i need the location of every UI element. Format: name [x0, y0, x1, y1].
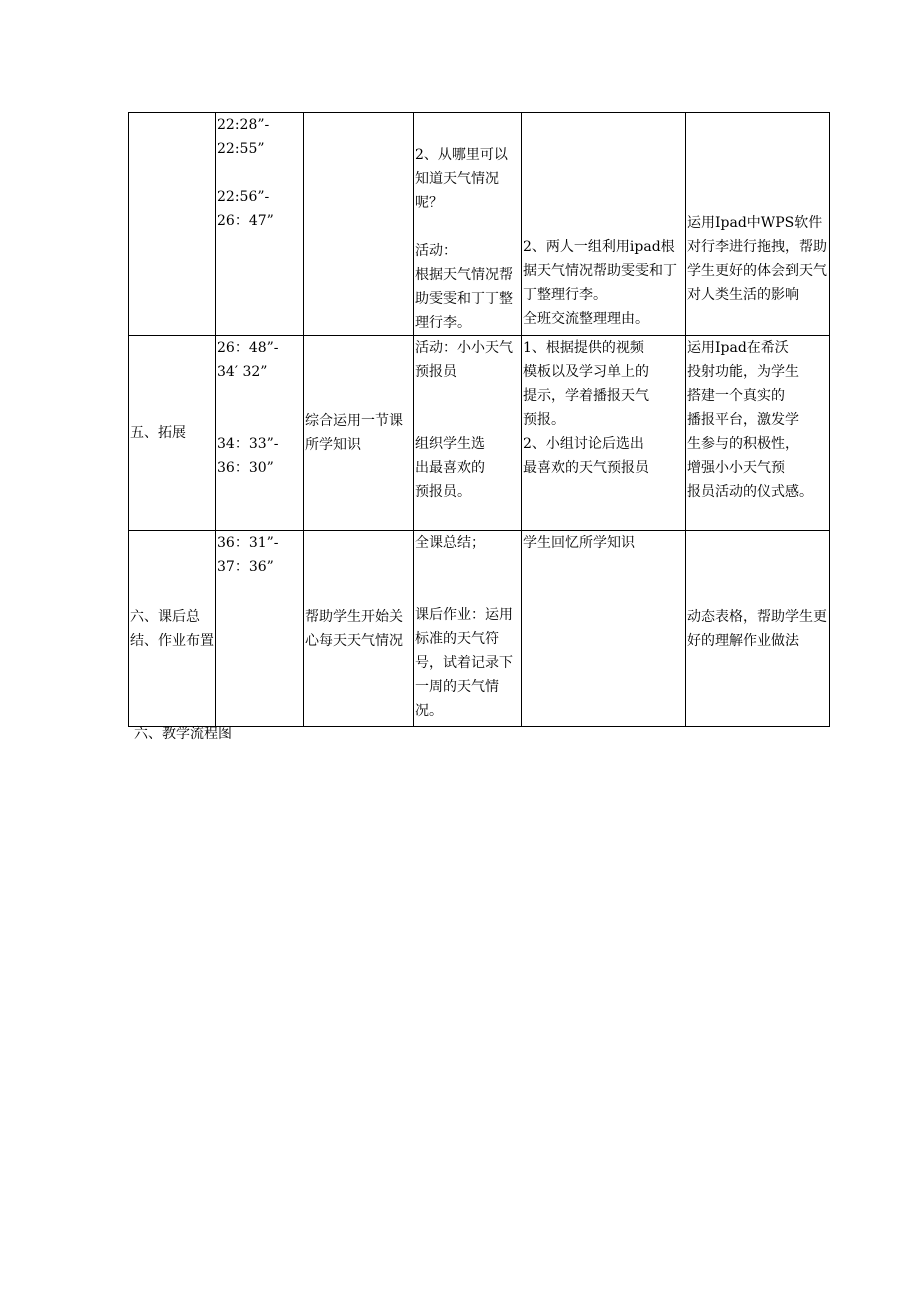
intent-cell	[304, 113, 414, 336]
teacher-activity: 全课总结；	[415, 535, 485, 551]
spacer	[415, 215, 520, 239]
stage-label: 五、拓展	[130, 425, 186, 441]
time-cell	[216, 531, 304, 727]
intent-text: 综合运用一节课所学知识	[305, 413, 403, 453]
spacer	[415, 555, 520, 603]
student-activity: 1、根据提供的视频 模板以及学习单上的 提示，学着播报天气 预报。	[523, 340, 649, 428]
section-heading: 六、教学流程图	[134, 726, 232, 742]
stage-cell	[129, 113, 216, 336]
intent-cell	[304, 336, 414, 531]
table-row	[129, 113, 830, 336]
student-cell	[522, 336, 686, 531]
teacher-activity: 活动：小小天气预报员	[415, 340, 513, 380]
teacher-cell	[414, 113, 522, 336]
time-range: 26：48”- 34′ 32”	[217, 340, 279, 380]
time-range: 34：33”- 36：30”	[217, 436, 279, 476]
media-design: 运用Ipad在希沃 投射功能，为学生 搭建一个真实的 播报平台，激发学 生参与的积极性， 增强小小天气预 报员活动的仪式感。	[687, 340, 813, 500]
student-activity: 2、两人一组利用ipad根据天气情况帮助雯雯和丁丁整理行李。	[523, 239, 677, 303]
spacer	[217, 161, 302, 185]
stage-cell	[129, 531, 216, 727]
time-range: 36：31”- 37：36”	[217, 535, 279, 575]
media-cell	[686, 336, 830, 531]
table-row	[129, 531, 830, 727]
student-activity: 学生回忆所学知识	[523, 535, 635, 551]
time-cell	[216, 336, 304, 531]
table-row	[129, 336, 830, 531]
teacher-cell	[414, 531, 522, 727]
student-activity: 2、小组讨论后选出 最喜欢的天气预报员	[523, 436, 649, 476]
spacer	[217, 384, 302, 432]
student-cell	[522, 113, 686, 336]
spacer	[415, 384, 520, 432]
student-activity: 全班交流整理理由。	[523, 311, 649, 327]
stage-cell	[129, 336, 216, 531]
teacher-activity: 组织学生选 出最喜欢的 预报员。	[415, 436, 485, 500]
media-cell	[686, 531, 830, 727]
media-design: 运用Ipad中WPS软件对行李进行拖拽，帮助学生更好的体会到天气对人类生活的影响	[687, 215, 827, 303]
media-cell	[686, 113, 830, 336]
time-cell	[216, 113, 304, 336]
teacher-activity: 课后作业：运用标准的天气符号，试着记录下一周的天气情况。	[415, 607, 513, 719]
teacher-activity: 2、从哪里可以知道天气情况呢？	[415, 147, 508, 211]
intent-text: 帮助学生开始关心每天天气情况	[305, 608, 403, 649]
lesson-plan-table	[128, 112, 830, 727]
time-range: 22:56”- 26：47”	[217, 189, 274, 229]
intent-cell	[304, 531, 414, 727]
student-cell	[522, 531, 686, 727]
stage-label: 六、课后总结、作业布置	[130, 608, 214, 649]
media-design: 动态表格，帮助学生更好的理解作业做法	[687, 608, 827, 649]
teacher-activity: 活动： 根据天气情况帮助雯雯和丁丁整理行李。	[415, 243, 513, 331]
teacher-cell	[414, 336, 522, 531]
time-range: 22:28”- 22:55”	[217, 117, 270, 157]
